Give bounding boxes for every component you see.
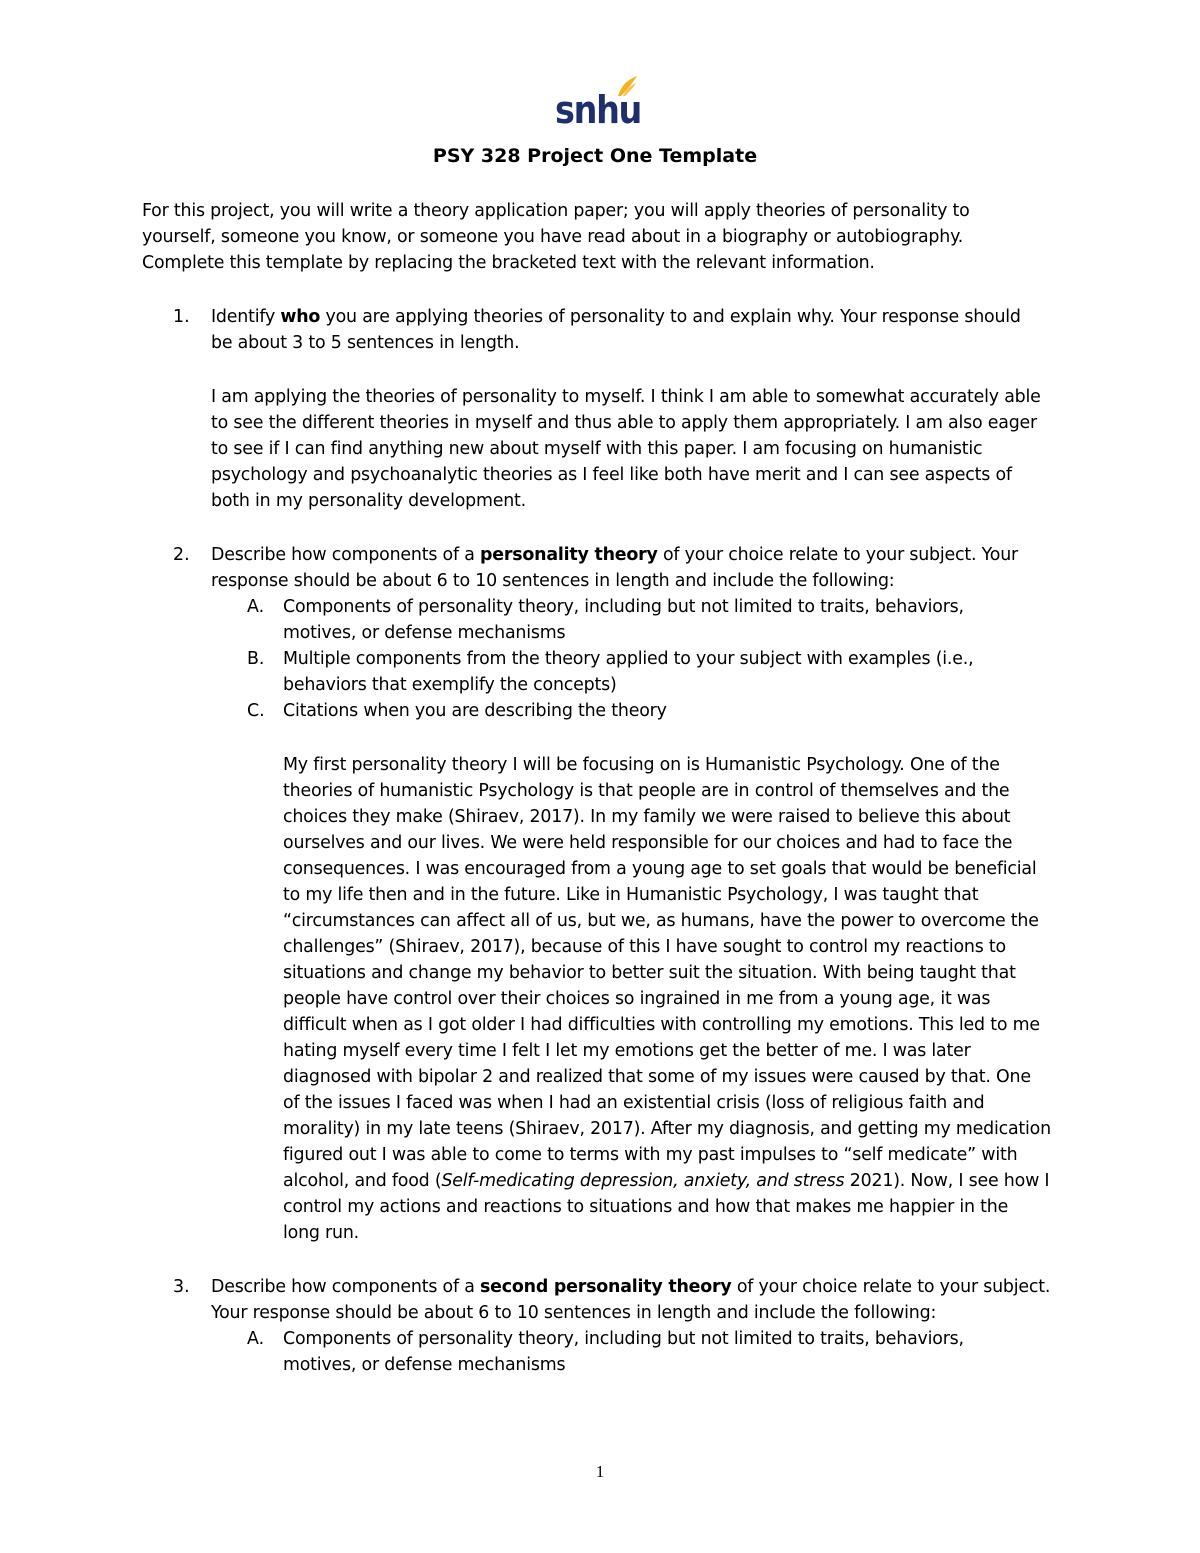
answer-line: to my life then and in the future. Like in Humanistic Psychology, I was taught that xyxy=(283,885,979,905)
answer-line: I am applying the theories of personality to myself. I think I am able to somewhat accurately able xyxy=(211,387,1041,407)
list-item-text: behaviors that exemplify the concepts) xyxy=(283,675,617,695)
intro-line: For this project, you will write a theory application paper; you will apply theories of personality to xyxy=(142,201,970,221)
question-3-prompt: Describe how components of a second personality theory of your choice relate to your subject. xyxy=(211,1277,1051,1297)
question-1-prompt: Identify who you are applying theories of personality to and explain why. Your response should xyxy=(211,307,1021,327)
answer-line: figured out I was able to come to terms with my past impulses to “self medicate” with xyxy=(283,1145,1018,1165)
answer-line: both in my personality development. xyxy=(211,491,527,511)
list-letter: A. xyxy=(247,1329,265,1349)
page-title: PSY 328 Project One Template xyxy=(432,145,758,167)
answer-line: people have control over their choices so ingrained in me from a young age, it was xyxy=(283,989,991,1009)
answer-line: to see the different theories in myself and thus able to apply them appropriately. I am also eager xyxy=(211,413,1038,433)
list-item-text: Components of personality theory, including but not limited to traits, behaviors, xyxy=(283,1329,964,1349)
list-item-text: motives, or defense mechanisms xyxy=(283,1355,566,1375)
question-1-prompt-cont: be about 3 to 5 sentences in length. xyxy=(211,333,520,353)
answer-line: situations and change my behavior to better suit the situation. With being taught that xyxy=(283,963,1016,983)
answer-line: challenges” (Shiraev, 2017), because of this I have sought to control my reactions to xyxy=(283,937,1006,957)
list-item-text: Components of personality theory, including but not limited to traits, behaviors, xyxy=(283,597,964,617)
intro-line: Complete this template by replacing the bracketed text with the relevant information. xyxy=(142,253,875,273)
answer-line: control my actions and reactions to situations and how that makes me happier in the xyxy=(283,1197,1009,1217)
answer-line-citation: alcohol, and food (Self-medicating depression, anxiety, and stress 2021). Now, I see how I xyxy=(283,1171,1050,1191)
logo-wordmark: snhu xyxy=(555,88,642,132)
answer-line: psychology and psychoanalytic theories as I feel like both have merit and I can see aspects of xyxy=(211,465,1012,485)
page-number: 1 xyxy=(595,1462,605,1481)
list-item-text: Multiple components from the theory applied to your subject with examples (i.e., xyxy=(283,649,974,669)
answer-line: theories of humanistic Psychology is that people are in control of themselves and the xyxy=(283,781,1010,801)
answer-line: hating myself every time I felt I let my emotions get the better of me. I was later xyxy=(283,1041,971,1061)
answer-line: ourselves and our lives. We were held responsible for our choices and had to face the xyxy=(283,833,1013,853)
question-2-prompt-cont: response should be about 6 to 10 sentences in length and include the following: xyxy=(211,571,895,591)
answer-line: choices they make (Shiraev, 2017). In my family we were raised to believe this about xyxy=(283,807,1011,827)
answer-line: consequences. I was encouraged from a young age to set goals that would be beneficial xyxy=(283,859,1037,879)
intro-line: yourself, someone you know, or someone you have read about in a biography or autobiography. xyxy=(142,227,964,247)
answer-line: morality) in my late teens (Shiraev, 2017). After my diagnosis, and getting my medication xyxy=(283,1119,1051,1139)
question-number: 1. xyxy=(173,307,190,327)
list-item-text: motives, or defense mechanisms xyxy=(283,623,566,643)
question-2-prompt: Describe how components of a personality theory of your choice relate to your subject. Your xyxy=(211,545,1018,565)
list-letter: C. xyxy=(247,701,265,721)
list-letter: B. xyxy=(247,649,265,669)
answer-line: diagnosed with bipolar 2 and realized that some of my issues were caused by that. One xyxy=(283,1067,1031,1087)
snhu-logo xyxy=(555,74,642,132)
answer-line: of the issues I faced was when I had an existential crisis (loss of religious faith and xyxy=(283,1093,985,1113)
question-number: 2. xyxy=(173,545,190,565)
answer-line: to see if I can find anything new about myself with this paper. I am focusing on humanistic xyxy=(211,439,983,459)
answer-line: My first personality theory I will be focusing on is Humanistic Psychology. One of the xyxy=(283,755,1000,775)
question-number: 3. xyxy=(173,1277,190,1297)
list-item-text: Citations when you are describing the theory xyxy=(283,701,667,721)
answer-line: “circumstances can affect all of us, but we, as humans, have the power to overcome the xyxy=(283,911,1039,931)
list-letter: A. xyxy=(247,597,265,617)
answer-line: difficult when as I got older I had difficulties with controlling my emotions. This led to me xyxy=(283,1015,1040,1035)
answer-line: long run. xyxy=(283,1223,359,1243)
question-3-prompt-cont: Your response should be about 6 to 10 sentences in length and include the following: xyxy=(211,1303,937,1323)
